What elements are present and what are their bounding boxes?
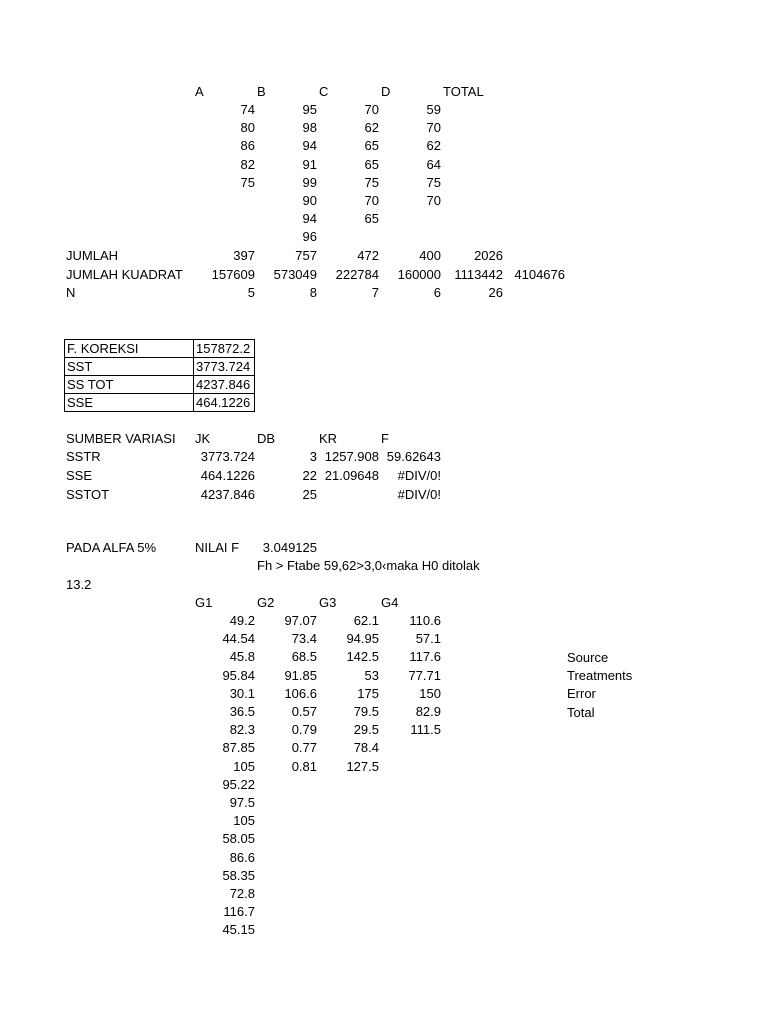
data-cell: 90: [302, 193, 317, 208]
anova-source: SSTR: [66, 449, 101, 464]
anova-value: 3: [309, 449, 317, 464]
data-cell: 91: [302, 156, 317, 172]
data-cell: 65: [364, 138, 379, 154]
data-cell: 75: [364, 174, 379, 190]
data-cell: 65: [364, 211, 379, 227]
data-cell: 86: [240, 138, 255, 154]
group-row: [0, 758, 768, 776]
group-cell: 116.7: [223, 904, 255, 920]
group-cell: 111.5: [410, 722, 441, 738]
summary-label: JUMLAH KUADRAT: [66, 267, 183, 282]
summary-value: 573049: [273, 267, 317, 282]
data-cell: 96: [302, 229, 317, 245]
data-row: [0, 137, 768, 155]
anova-column-header: KR: [319, 431, 338, 446]
group-cell: 106.6: [284, 685, 317, 701]
data-cell: 65: [364, 156, 379, 172]
summary-value: 7: [371, 285, 379, 300]
summary-value: 1113442: [454, 267, 503, 282]
anova-value: 22: [302, 468, 317, 483]
data-cell: 64: [426, 156, 441, 172]
summary-label: JUMLAH: [66, 248, 119, 263]
group-row: [0, 903, 768, 921]
section-label: 13.2: [66, 577, 92, 592]
group-cell: 58.05: [222, 831, 255, 847]
column-header: D: [381, 84, 391, 99]
group-cell: 44.54: [222, 631, 255, 647]
column-header: A: [195, 84, 204, 99]
group-cell: 62.1: [353, 613, 379, 628]
group-cell: 77.71: [408, 667, 441, 683]
summary-value: 26: [488, 285, 503, 300]
group-cell: 53: [364, 667, 379, 683]
stats-value: 3773.724: [194, 358, 255, 376]
data-row: [0, 228, 768, 246]
group-cell: 142.5: [346, 649, 379, 665]
stats-row: [65, 394, 255, 412]
data-row: [0, 119, 768, 137]
conclusion-note: Fh > Ftabe 59,62>3,0‹maka H0 ditolak: [257, 558, 480, 573]
side-label-row: [0, 685, 768, 703]
group-cell: 127.5: [346, 758, 379, 774]
group-cell: 95.84: [222, 667, 255, 683]
group-row: [0, 849, 768, 867]
group-row: [0, 921, 768, 939]
group-header: G2: [257, 595, 275, 610]
group-cell: 82.9: [415, 704, 441, 719]
summary-value: 6: [433, 285, 441, 300]
data-cell: 70: [364, 102, 379, 117]
summary-row: [0, 284, 768, 302]
summary-value: 160000: [397, 267, 441, 282]
data-row: [0, 192, 768, 210]
group-cell: 57.1: [415, 631, 441, 647]
group-row: [0, 867, 768, 885]
group-cell: 105: [233, 758, 255, 774]
data-cell: 62: [364, 120, 379, 136]
anova-value: 464.1226: [200, 468, 255, 483]
group-row: [0, 776, 768, 794]
stats-row: [65, 358, 255, 376]
summary-value: 4104676: [514, 267, 565, 282]
stats-box: [64, 339, 255, 412]
group-cell: 97.5: [229, 795, 255, 810]
anova-row: [0, 467, 768, 485]
group-cell: 36.5: [229, 704, 255, 719]
summary-row: [0, 247, 768, 265]
group-cell: 79.5: [353, 704, 379, 719]
anova-value: #DIV/0!: [397, 468, 441, 483]
group-cell: 73.4: [291, 631, 317, 647]
data-cell: 59: [426, 102, 441, 117]
group-cell: 58.35: [222, 867, 255, 883]
group-cell: 78.4: [353, 740, 379, 756]
group-row: [0, 612, 768, 630]
group-header: G3: [319, 595, 337, 610]
group-row: [0, 721, 768, 739]
stats-label: SST: [65, 358, 194, 376]
anova-source: SSTOT: [66, 487, 110, 502]
stats-value: 4237.846: [194, 376, 255, 394]
group-cell: 0.79: [291, 722, 317, 738]
group-cell: 0.77: [291, 740, 317, 756]
side-label: Total: [567, 704, 595, 720]
data-row: [0, 174, 768, 192]
summary-value: 2026: [474, 248, 503, 263]
side-label: Source: [567, 650, 609, 665]
group-row: [0, 630, 768, 648]
summary-value: 5: [247, 285, 255, 300]
anova-value: 4237.846: [200, 487, 255, 502]
group-cell: 49.2: [229, 613, 255, 628]
section-row: [0, 576, 768, 594]
side-label-row: [0, 649, 768, 667]
anova-column-header: JK: [195, 431, 211, 446]
side-label: Treatments: [567, 668, 633, 684]
group-header: G4: [381, 595, 399, 610]
side-label: Error: [567, 686, 596, 702]
data-cell: 80: [240, 120, 255, 136]
anova-value: 3773.724: [200, 449, 255, 464]
alpha-row: [0, 539, 768, 557]
group-cell: 86.6: [229, 849, 255, 865]
stats-label: F. KOREKSI: [65, 340, 194, 358]
anova-column-header: DB: [257, 431, 276, 446]
group-row: [0, 830, 768, 848]
stats-value: 157872.2: [194, 340, 255, 358]
data-row: [0, 156, 768, 174]
group-cell: 110.6: [409, 613, 441, 628]
anova-value: 25: [302, 487, 317, 502]
anova-value: 21.09648: [324, 468, 379, 483]
group-row: [0, 794, 768, 812]
alpha-label: PADA ALFA 5%: [66, 540, 157, 555]
side-label-row: [0, 704, 768, 722]
data-cell: 94: [302, 138, 317, 154]
groups-header: [0, 594, 768, 612]
data-cell: 75: [426, 174, 441, 190]
data-cell: 94: [302, 211, 317, 227]
data-row: [0, 101, 768, 119]
summary-row: [0, 266, 768, 284]
anova-row: [0, 486, 768, 504]
group-row: [0, 812, 768, 830]
stats-row: [65, 340, 255, 358]
group-cell: 117.6: [409, 649, 441, 665]
stats-label: SS TOT: [65, 376, 194, 394]
anova-row: [0, 448, 768, 466]
data-cell: 70: [364, 193, 379, 208]
f-label: NILAI F: [195, 540, 240, 555]
group-cell: 0.81: [291, 758, 317, 774]
stats-label: SSE: [65, 394, 194, 412]
group-cell: 45.15: [222, 922, 255, 938]
stats-value: 464.1226: [194, 394, 255, 412]
group-cell: 97.07: [284, 613, 317, 628]
note-row: [0, 557, 768, 575]
group-header: G1: [195, 595, 213, 610]
data-cell: 98: [302, 120, 317, 136]
summary-value: 397: [233, 248, 255, 263]
f-value: 3.049125: [262, 540, 317, 555]
summary-value: 222784: [335, 267, 379, 282]
group-cell: 175: [357, 685, 379, 701]
data-cell: 70: [426, 120, 441, 136]
group-cell: 0.57: [291, 704, 317, 719]
anova-column-header: SUMBER VARIASI: [66, 431, 176, 446]
anova-source: SSE: [66, 468, 93, 483]
group-cell: 45.8: [229, 649, 255, 665]
group-cell: 87.85: [222, 740, 255, 756]
anova-column-header: F: [381, 431, 389, 446]
side-label-row: [0, 667, 768, 685]
data-row: [0, 210, 768, 228]
group-cell: 72.8: [229, 886, 255, 901]
summary-value: 400: [419, 248, 441, 263]
group-row: [0, 885, 768, 903]
data-cell: 82: [240, 156, 255, 172]
column-header: B: [257, 84, 266, 99]
summary-value: 472: [357, 248, 379, 263]
column-header: TOTAL: [443, 84, 484, 99]
group-row: [0, 739, 768, 757]
group-cell: 95.22: [222, 776, 255, 792]
column-header: C: [319, 84, 329, 99]
anova-value: #DIV/0!: [397, 487, 441, 502]
group-cell: 30.1: [229, 685, 255, 701]
group-cell: 82.3: [229, 722, 255, 738]
group-cell: 105: [233, 813, 255, 829]
group-cell: 68.5: [291, 649, 317, 665]
data-cell: 95: [302, 102, 317, 117]
data-cell: 62: [426, 138, 441, 154]
anova-header: [0, 430, 768, 448]
summary-value: 157609: [211, 267, 255, 282]
summary-value: 757: [295, 248, 317, 263]
data-cell: 99: [302, 174, 317, 190]
summary-label: N: [66, 285, 76, 300]
data-cell: 75: [240, 174, 255, 190]
summary-value: 8: [309, 285, 317, 300]
group-cell: 29.5: [353, 722, 379, 738]
anova-value: 1257.908: [324, 449, 379, 464]
group-cell: 150: [419, 685, 441, 701]
data-table-header: [0, 83, 768, 101]
data-cell: 74: [240, 102, 255, 117]
stats-row: [65, 376, 255, 394]
group-cell: 91.85: [284, 667, 317, 683]
anova-value: 59.62643: [386, 449, 441, 464]
data-cell: 70: [426, 193, 441, 208]
group-cell: 94.95: [346, 631, 379, 647]
